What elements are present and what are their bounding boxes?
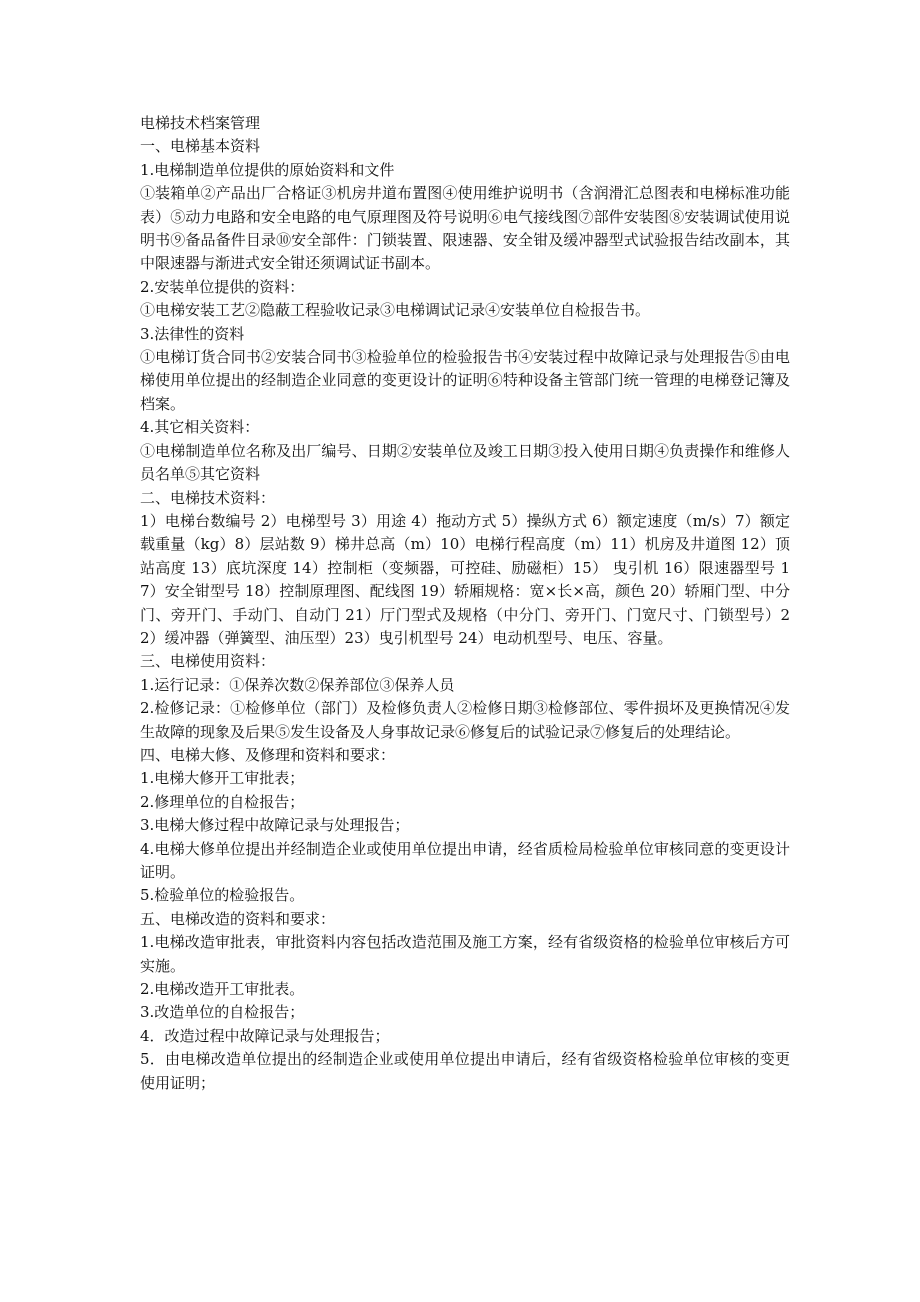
subheading-1-2: 2.安装单位提供的资料： [140, 277, 305, 296]
paragraph-1-3: ①电梯订货合同书②安装合同书③检验单位的检验报告书④安装过程中故障记录与处理报告⑤由电梯使用单位提出的经制造企业同意的变更设计的证明⑥特种设备主管部门统一管理的电梯登记簿及档案。 [140, 348, 790, 413]
list-item-5-4: 4．改造过程中故障记录与处理报告； [140, 1026, 390, 1045]
list-item-5-5: 5．由电梯改造单位提出的经制造企业或使用单位提出申请后，经有省级资格检验单位审核的变更使用证明； [140, 1050, 790, 1092]
list-item-5-1: 1.电梯改造审批表，审批资料内容包括改造范围及施工方案，经有省级资格的检验单位审核后方可实施。 [140, 933, 790, 975]
subheading-1-1: 1.电梯制造单位提供的原始资料和文件 [140, 160, 395, 179]
paragraph-3-2: 2.检修记录：①检修单位（部门）及检修负责人②检修日期③检修部位、零件损坏及更换情况④发生故障的现象及后果⑤发生设备及人身事故记录⑥修复后的试验记录⑦修复后的处理结论。 [140, 699, 790, 741]
list-item-4-1: 1.电梯大修开工审批表； [140, 769, 305, 788]
document-title: 电梯技术档案管理 [140, 114, 261, 132]
list-item-4-2: 2.修理单位的自检报告； [140, 792, 305, 811]
section-heading-3: 三、电梯使用资料： [140, 652, 276, 671]
section-heading-2: 二、电梯技术资料： [140, 488, 276, 507]
list-item-4-3: 3.电梯大修过程中故障记录与处理报告； [140, 816, 410, 835]
section-heading-5: 五、电梯改造的资料和要求： [140, 909, 336, 928]
section-heading-4: 四、电梯大修、及修理和资料和要求： [140, 745, 396, 764]
paragraph-1-1: ①装箱单②产品出厂合格证③机房井道布置图④使用维护说明书（含润滑汇总图表和电梯标准功能表）⑤动力电路和安全电路的电气原理图及符号说明⑥电气接线图⑦部件安装图⑧安装调试使用说明书⑨备品备件目录⑩安全部件：门锁装置、限速器、安全钳及缓冲器型式试验报告结改副本，其中限速器与渐进式安全钳还须调试证书副本。 [140, 184, 790, 273]
subheading-1-3: 3.法律性的资料 [140, 324, 245, 343]
list-item-5-3: 3.改造单位的自检报告； [140, 1003, 305, 1022]
list-item-5-2: 2.电梯改造开工审批表。 [140, 980, 305, 999]
list-item-4-5: 5.检验单位的检验报告。 [140, 886, 305, 905]
paragraph-2: 1）电梯台数编号 2）电梯型号 3）用途 4）拖动方式 5）操纵方式 6）额定速度（m/s）7）额定载重量（kg）8）层站数 9）梯井总高（m）10）电梯行程高度（m）11）机房及井道图 12）顶站高度 13）底坑深度 14）控制柜（变频器，可控硅、励磁柜）15） 曳引机 16）限速器型号 17）安全钳型号 18）控制原理图、配线图 19）轿厢规格：宽×长×高，颜色 20）轿厢门型、中分门、旁开门、手动门、自动门 21）厅门型式及规格（中分门、旁开门、门宽尺寸、门锁型号）22）缓冲器（弹簧型、油压型）23）曳引机型号 24）电动机型号、电压、容量。 [140, 511, 790, 647]
paragraph-1-4: ①电梯制造单位名称及出厂编号、日期②安装单位及竣工日期③投入使用日期④负责操作和维修人员名单⑤其它资料 [140, 441, 790, 484]
subheading-1-4: 4.其它相关资料： [140, 418, 260, 437]
paragraph-3-1: 1.运行记录：①保养次数②保养部位③保养人员 [140, 675, 455, 694]
section-heading-1: 一、电梯基本资料 [140, 137, 261, 156]
paragraph-1-2: ①电梯安装工艺②隐蔽工程验收记录③电梯调试记录④安装单位自检报告书。 [140, 301, 651, 320]
list-item-4-4: 4.电梯大修单位提出并经制造企业或使用单位提出申请，经省质检局检验单位审核同意的变更设计证明。 [140, 839, 790, 881]
